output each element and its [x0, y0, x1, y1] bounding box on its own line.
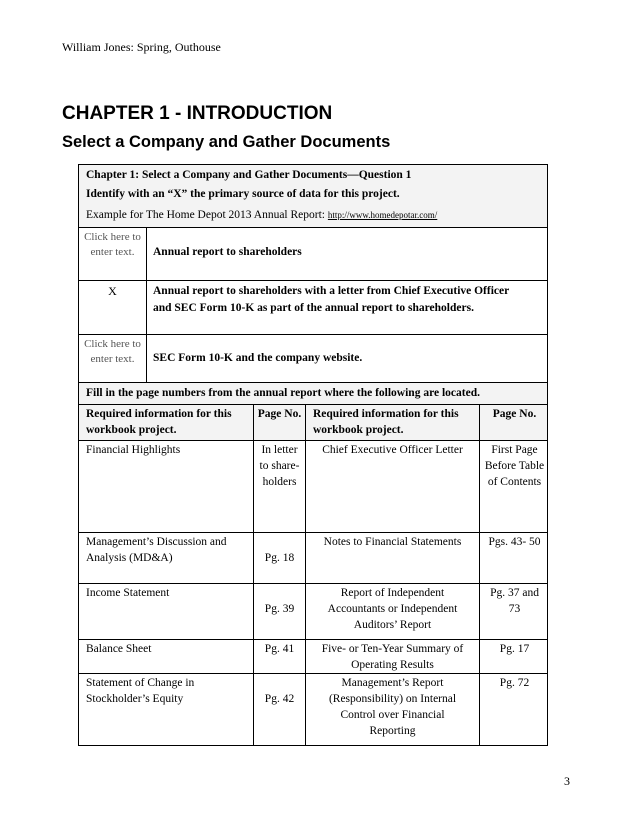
header-required-info: Required information for this workbook project.: [306, 405, 480, 440]
example-text: Example for The Home Depot 2013 Annual Report:: [86, 209, 328, 221]
fill-instruction-row: [79, 383, 547, 405]
option-row: [79, 335, 547, 383]
question-instruction: Identify with an “X” the primary source of data for this project.: [86, 188, 400, 200]
header-page-no: Page No.: [254, 405, 306, 440]
table-cell: Pg. 17: [499, 643, 530, 655]
option-row: [79, 281, 547, 335]
option-text: SEC Form 10-K and the company website.: [153, 352, 363, 364]
option-mark-field[interactable]: Click here to enter text.: [79, 335, 147, 382]
table-cell: In letter to share- holders: [254, 441, 306, 532]
table-row: [79, 640, 547, 674]
question-box: [78, 164, 548, 746]
example-line: [86, 209, 437, 221]
table-cell: Pgs. 43- 50: [488, 536, 541, 548]
table-cell: Chief Executive Officer Letter: [306, 441, 480, 532]
header-page-no: Page No.: [492, 408, 537, 420]
page-number: 3: [564, 774, 570, 788]
table-cell: [254, 674, 306, 746]
table-cell: [254, 533, 306, 583]
page-value: Pg. 39: [264, 603, 295, 615]
question-title: Chapter 1: Select a Company and Gather Documents—Question 1: [86, 169, 412, 181]
table-cell: [254, 584, 306, 639]
table-cell: Statement of Change in Stockholder’s Equity: [79, 674, 254, 746]
table-cell: Pg. 72: [499, 677, 530, 689]
fill-instruction: Fill in the page numbers from the annual report where the following are located.: [86, 387, 480, 399]
table-cell: Income Statement: [79, 584, 254, 639]
page-value: Pg. 18: [264, 552, 295, 564]
table-cell: Report of Independent Accountants or Independent Auditors’ Report: [306, 584, 480, 639]
table-cell: Management’s Report (Responsibility) on Internal Control over Financial Reporting: [306, 674, 480, 746]
running-header: William Jones: Spring, Outhouse: [62, 40, 221, 54]
question-header: [79, 165, 547, 228]
option-text: Annual report to shareholders with a letter from Chief Executive Officer and SEC Form 10-K as part of the annual report to shareholders.: [153, 285, 510, 314]
table-cell: First Page Before Table of Contents: [484, 444, 545, 488]
option-mark-field[interactable]: Click here to enter text.: [79, 228, 147, 280]
option-text: Annual report to shareholders: [153, 246, 302, 258]
table-row: [79, 533, 547, 584]
page-value: Pg. 42: [264, 693, 295, 705]
chapter-title: CHAPTER 1 - INTRODUCTION: [62, 103, 333, 124]
option-row: [79, 228, 547, 281]
section-title: Select a Company and Gather Documents: [62, 133, 391, 151]
table-header-row: [79, 405, 547, 441]
table-row: [79, 674, 547, 746]
table-row: [79, 441, 547, 533]
header-required-info: Required information for this workbook project.: [79, 405, 254, 440]
option-mark-field[interactable]: X: [79, 281, 147, 334]
table-cell: Notes to Financial Statements: [306, 533, 480, 583]
example-link[interactable]: http://www.homedepotar.com/: [327, 210, 438, 220]
table-cell: Pg. 37 and 73: [490, 587, 539, 615]
table-cell: Balance Sheet: [79, 640, 254, 673]
table-cell: Five- or Ten-Year Summary of Operating Results: [306, 640, 480, 673]
table-cell: Financial Highlights: [79, 441, 254, 532]
table-cell: Pg. 41: [254, 640, 306, 673]
table-row: [79, 584, 547, 640]
table-cell: Management’s Discussion and Analysis (MD&A): [79, 533, 254, 583]
